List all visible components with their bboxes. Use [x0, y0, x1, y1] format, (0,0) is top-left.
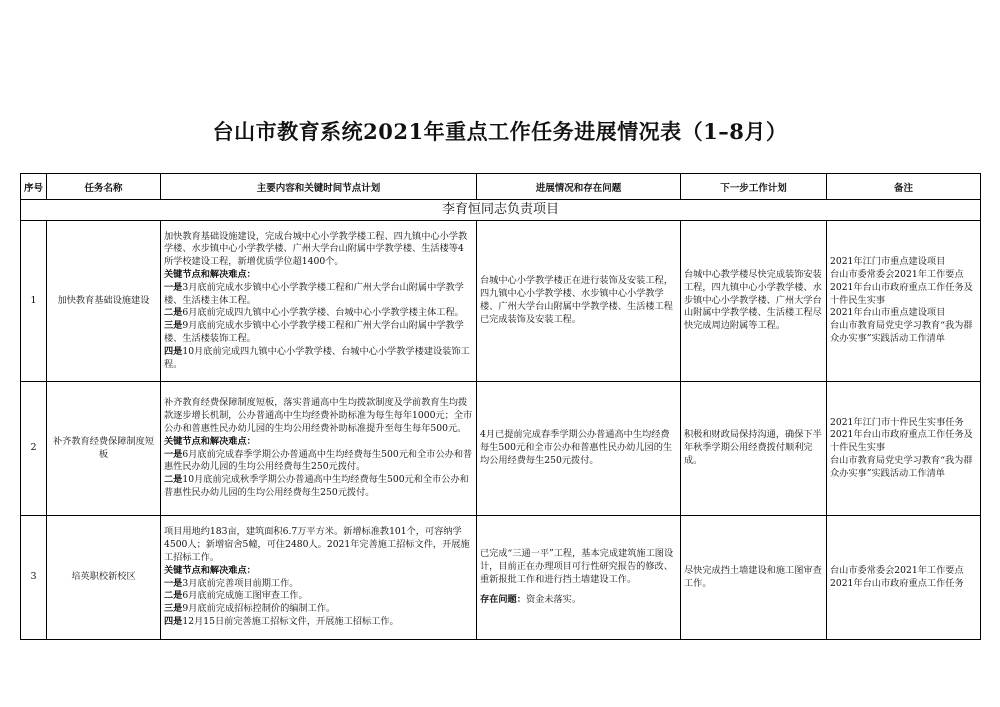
remark-item: 台山市教育局党史学习教育“我为群众办实事”实践活动工作清单	[830, 454, 973, 479]
step-item: 一是3月底前完成水步镇中心小学教学楼工程和广州大学台山附属中学教学楼、生活楼主体工程。	[164, 281, 464, 306]
key-label: 关键节点和解决难点：	[164, 269, 256, 280]
page-title: 台山市教育系统2021年重点工作任务进展情况表（1–8月）	[212, 119, 788, 144]
row-progress	[477, 382, 681, 516]
progress-issue: 存在问题：资金未落实。	[480, 594, 582, 606]
remark-item: 台山市委常委会2021年工作要点	[830, 564, 964, 576]
step-item: 三是9月底前完成招标控制价的编制工作。	[164, 603, 336, 615]
step-item: 二是6月底前完成四九镇中心小学教学楼、台城中心小学教学楼主体工程。	[164, 307, 464, 319]
row-remark	[827, 221, 981, 382]
row-progress	[477, 516, 681, 640]
group-row	[21, 200, 981, 221]
row-progress	[477, 221, 681, 382]
content-intro: 加快教育基础设施建设，完成台城中心小学教学楼工程、四九镇中心小学教学楼、水步镇中心小学教学楼、广州大学台山附属中学教学楼、生活楼等4所学校建设工程，新增优质学位超1400个。	[164, 230, 468, 268]
step-item: 一是3月底前完善项目前期工作。	[164, 577, 299, 589]
row-seq: 2	[21, 382, 47, 516]
next-text: 尽快完成挡土墙建设和施工图审查工作。	[684, 564, 822, 589]
remark-item: 2021年台山市重点建设项目	[830, 307, 946, 319]
progress-text: 已完成“三通一平”工程，基本完成建筑施工图设计，目前正在办理项目可行性研究报告的修改、重新报批工作和进行挡土墙建设工作。	[480, 547, 674, 585]
remark-item: 2021年江门市十件民生实事任务	[830, 416, 964, 428]
header-progress: 进展情况和存在问题	[477, 174, 681, 200]
remark-item: 台山市教育局党史学习教育“我为群众办实事”实践活动工作清单	[830, 320, 973, 344]
content-intro: 补齐教育经费保障制度短板，落实普通高中生均拨款制度及学前教育生均拨款逐步增长机制，公办普通高中生均经费补助标准为每生每年1000元；全市公办和普惠性民办幼儿园的生均公用经费补助标准提升至每生每年500元。	[164, 397, 473, 434]
row-remark	[827, 382, 981, 516]
row-remark	[827, 516, 981, 640]
row-next	[681, 516, 827, 640]
header-remark: 备注	[827, 174, 981, 200]
step-item: 二是6月底前完成施工图审查工作。	[164, 590, 308, 602]
row-content	[161, 382, 477, 516]
key-label: 关键节点和解决难点：	[164, 435, 256, 447]
remark-item: 2021年江门市重点建设项目	[830, 256, 946, 268]
row-task: 加快教育基础设施建设	[47, 221, 161, 382]
content-intro: 项目用地约183亩，建筑面积6.7万平方米。新增标准教101个，可容纳学4500人；新增宿舍5幢，可住2480人。2021年完善施工招标文件，开展施工招标工作。	[164, 526, 470, 563]
table-row	[21, 516, 981, 640]
group-title: 李育恒同志负责项目	[21, 200, 981, 221]
row-content	[161, 516, 477, 640]
step-item: 四是10月底前完成四九镇中心小学教学楼、台城中心小学教学楼建设装饰工程。	[164, 345, 470, 370]
next-text: 积极和财政局保持沟通，确保下半年秋季学期公用经费拨付顺利完成。	[684, 429, 822, 466]
row-seq: 1	[21, 221, 47, 382]
remark-item: 2021年台山市政府重点工作任务	[830, 577, 964, 589]
remark-item: 台山市委常委会2021年工作要点	[830, 269, 964, 280]
next-text: 台城中心教学楼尽快完成装饰安装工程，四九镇中心小学教学楼、水步镇中心小学教学楼、广州大学台山附属中学教学楼、生活楼工程尽快完成周边附属等工程。	[684, 269, 822, 332]
progress-text: 台城中心小学教学楼正在进行装饰及安装工程，四九镇中心小学教学楼、水步镇中心小学教学楼、广州大学台山附属中学教学楼、生活楼工程已完成装饰及安装工程。	[480, 275, 673, 325]
row-next	[681, 221, 827, 382]
table-row	[21, 221, 981, 382]
header-task: 任务名称	[47, 174, 161, 200]
row-seq: 3	[21, 516, 47, 640]
row-task: 补齐教育经费保障制度短板	[47, 382, 161, 516]
row-task: 培英职校新校区	[47, 516, 161, 640]
step-item: 一是6月底前完成春季学期公办普通高中生均经费每生500元和全市公办和普惠性民办幼儿园的生均公用经费每生250元拨付。	[164, 448, 473, 473]
header-row	[21, 174, 981, 200]
remark-item: 2021年台山市政府重点工作任务及十件民生实事	[830, 429, 973, 454]
header-content: 主要内容和关键时间节点计划	[161, 174, 477, 200]
step-item: 二是10月底前完成秋季学期公办普通高中生均经费每生500元和全市公办和普惠性民办幼儿园的生均公用经费每生250元拨付。	[164, 474, 469, 498]
remark-item: 2021年台山市政府重点工作任务及十件民生实事	[830, 281, 973, 306]
header-seq: 序号	[21, 174, 47, 200]
progress-table	[20, 173, 981, 640]
key-label: 关键节点和解决难点：	[164, 564, 256, 576]
progress-text: 4月已提前完成春季学期公办普通高中生均经费每生500元和全市公办和普惠性民办幼儿园的生均公用经费每生250元拨付。	[480, 429, 673, 466]
table-row	[21, 382, 981, 516]
row-next	[681, 382, 827, 516]
header-next: 下一步工作计划	[681, 174, 827, 200]
step-item: 三是9月底前完成水步镇中心小学教学楼工程和广州大学台山附属中学教学楼、生活楼装饰工程。	[164, 320, 464, 344]
row-content	[161, 221, 477, 382]
step-item: 四是12月15日前完善施工招标文件，开展施工招标工作。	[164, 615, 399, 627]
